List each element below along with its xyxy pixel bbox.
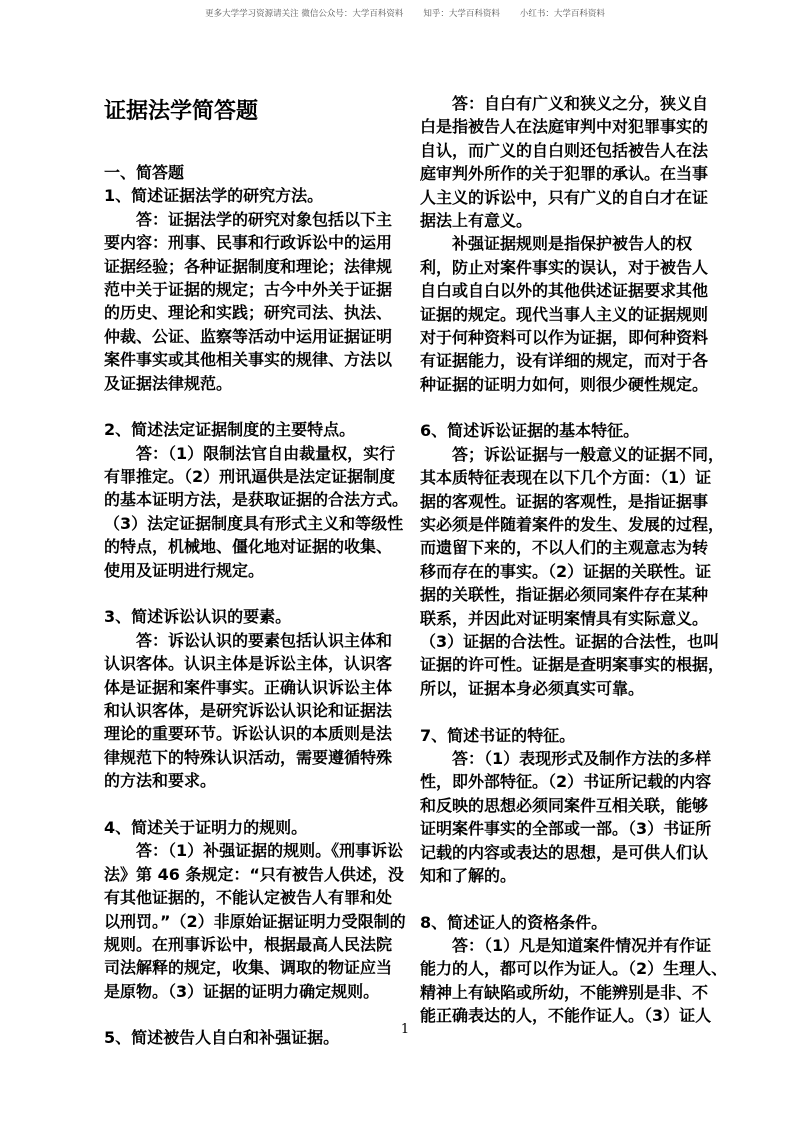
question-heading: 3、简述诉讼认识的要素。 xyxy=(104,607,292,627)
answer-line: 答：（1）表现形式及制作方法的多样 xyxy=(452,748,712,768)
answer-line: 和认识客体，是研究诉讼认识论和证据法 xyxy=(104,700,393,720)
answer-line: （3）证据的合法性。证据的合法性，也叫 xyxy=(420,631,720,651)
answer-line: 人主义的诉讼中，只有广义的自白才在证 xyxy=(420,187,709,207)
question-heading: 7、简述书证的特征。 xyxy=(420,725,576,745)
answer-paragraph xyxy=(104,442,409,582)
answer-line: 联系，并因此对证明案情具有实际意义。 xyxy=(420,608,709,628)
answer-line: 是原物。（3）证据的证明力确定规则。 xyxy=(104,981,380,1001)
answer-line: 有其他证据的，不能认定被告人有罪和处 xyxy=(104,888,393,908)
answer-line: 实必须是伴随着案件的发生、发展的过程， xyxy=(420,515,725,535)
answer-line: 记载的内容或表达的思想，是可供人们认 xyxy=(420,842,709,862)
answer-line: 补强证据规则是指保护被告人的权 xyxy=(452,234,693,254)
spacer xyxy=(104,793,404,816)
answer-paragraph xyxy=(420,934,728,1028)
answer-line: 而遗留下来的，不以人们的主观意志为转 xyxy=(420,538,709,558)
answer-paragraph xyxy=(420,92,720,232)
answer-paragraph xyxy=(420,443,725,700)
spacer xyxy=(420,700,720,723)
answer-line: 的方法和要求。 xyxy=(104,771,217,791)
answer-line: 利，防止对案件事实的误认，对于被告人 xyxy=(420,257,709,277)
answer-line: 以刑罚。”（2）非原始证据证明力受限制的 xyxy=(104,911,406,931)
answer-line: 能力的人，都可以作为证人。（2）生理人、 xyxy=(420,959,728,979)
right-column xyxy=(420,92,728,1028)
answer-line: 答：（1）补强证据的规则。《刑事诉讼 xyxy=(136,841,404,861)
answer-line: 种证据的证明力如何，则很少硬性规定。 xyxy=(420,374,709,394)
answer-line: 证据经验；各种证据制度和理论；法律规 xyxy=(104,256,393,276)
answer-line: 有证据能力，设有详细的规定，而对于各 xyxy=(420,351,709,371)
answer-line: 据法上有意义。 xyxy=(420,210,533,230)
answer-line: 范中关于证据的规定；古今中外关于证据 xyxy=(104,279,393,299)
answer-line: 能正确表达的人，不能作证人。（3）证人 xyxy=(420,1006,712,1026)
spacer xyxy=(420,887,720,910)
question-heading: 8、简述证人的资格条件。 xyxy=(420,912,608,932)
answer-line: 所以，证据本身必须真实可靠。 xyxy=(420,678,645,698)
answer-line: 理论的重要环节。诉讼认识的本质则是法 xyxy=(104,724,393,744)
answer-line: 庭审判外所作的关于犯罪的承认。在当事 xyxy=(420,164,709,184)
answer-line: 规则。在刑事诉讼中，根据最高人民法院 xyxy=(104,934,393,954)
answer-line: 其本质特征表现在以下几个方面：（1）证 xyxy=(420,468,712,488)
answer-line: 答：自白有广义和狭义之分，狭义自 xyxy=(452,94,709,113)
answer-line: 的特点，机械地、僵化地对证据的收集、 xyxy=(104,537,393,557)
spacer xyxy=(104,395,404,418)
answer-line: 律规范下的特殊认识活动，需要遵循特殊 xyxy=(104,747,393,767)
answer-line: 证据的规定。现代当事人主义的证据规则 xyxy=(420,304,709,324)
answer-line: 司法解释的规定，收集、调取的物证应当 xyxy=(104,958,393,978)
answer-paragraph xyxy=(104,208,404,395)
answer-line: 认识客体。认识主体是诉讼主体，认识客 xyxy=(104,654,393,674)
question-heading: 6、简述诉讼证据的基本特征。 xyxy=(420,421,640,441)
answer-line: 自白或自白以外的其他供述证据要求其他 xyxy=(420,281,709,301)
header-zhihu: 知乎：大学百科资料 xyxy=(423,9,500,19)
left-column xyxy=(104,161,409,1050)
answer-line: 的基本证明方法，是获取证据的合法方式。 xyxy=(104,490,409,510)
answer-line: 答：证据法学的研究对象包括以下主 xyxy=(136,209,393,229)
header-wechat: 更多大学学习资源请关注 微信公众号：大学百科资料 xyxy=(205,9,404,19)
answer-line: （3）法定证据制度具有形式主义和等级性 xyxy=(104,513,404,533)
answer-line: 及证据法律规范。 xyxy=(104,373,233,393)
answer-line: 据的客观性。证据的客观性，是指证据事 xyxy=(420,491,709,511)
answer-line: 性，即外部特征。（2）书证所记载的内容 xyxy=(420,772,712,792)
section-heading: 一、简答题 xyxy=(104,163,185,182)
answer-line: 移而存在的事实。（2）证据的关联性。证 xyxy=(420,561,712,581)
answer-line: 要内容：刑事、民事和行政诉讼中的运用 xyxy=(104,233,393,253)
answer-line: 自认，而广义的自白则还包括被告人在法 xyxy=(420,140,709,160)
question-heading: 1、简述证据法学的研究方法。 xyxy=(104,186,324,206)
answer-line: 案件事实或其他相关事实的规律、方法以 xyxy=(104,350,393,370)
answer-line: 体是证据和案件事实。正确认识诉讼主体 xyxy=(104,677,393,697)
spacer xyxy=(420,396,720,419)
answer-line: 证据的许可性。证据是查明案事实的根据， xyxy=(420,655,725,675)
answer-line: 法》第 46 条规定：“只有被告人供述，没 xyxy=(104,864,404,884)
answer-line: 知和了解的。 xyxy=(420,865,517,885)
answer-line: 答：（1）凡是知道案件情况并有作证 xyxy=(452,936,712,956)
answer-line: 据的关联性，指证据必须同案件存在某种 xyxy=(420,585,709,605)
answer-line: 白是指被告人在法庭审判中对犯罪事实的 xyxy=(420,117,709,137)
question-heading: 5、简述被告人自白和补强证据。 xyxy=(104,1028,340,1048)
answer-paragraph xyxy=(104,629,404,793)
page-header xyxy=(0,7,810,19)
document-title: 证据法学简答题 xyxy=(104,99,259,124)
answer-line: 证明案件事实的全部或一部。（3）书证所 xyxy=(420,819,712,839)
answer-line: 有罪推定。（2）刑讯逼供是法定证据制度 xyxy=(104,467,396,487)
answer-line: 仲裁、公证、监察等活动中运用证据证明 xyxy=(104,326,393,346)
answer-line: 和反映的思想必须同案件互相关联，能够 xyxy=(420,795,709,815)
answer-line: 使用及证明进行规定。 xyxy=(104,560,265,580)
spacer xyxy=(104,582,404,605)
answer-line: 的历史、理论和实践；研究司法、执法、 xyxy=(104,303,393,323)
answer-line: 答；诉讼证据与一般意义的证据不同， xyxy=(452,444,725,464)
question-heading: 2、简述法定证据制度的主要特点。 xyxy=(104,420,356,440)
answer-line: 精神上有缺陷或所幼，不能辨别是非、不 xyxy=(420,982,709,1002)
answer-line: 对于何种资料可以作为证据，即何种资料 xyxy=(420,327,709,347)
page-number: 1 xyxy=(400,1022,410,1037)
answer-line: 答：（1）限制法官自由裁量权，实行 xyxy=(136,443,396,463)
answer-paragraph xyxy=(420,747,720,887)
answer-paragraph xyxy=(104,839,404,1003)
question-heading: 4、简述关于证明力的规则。 xyxy=(104,817,308,837)
answer-line: 答：诉讼认识的要素包括认识主体和 xyxy=(136,630,393,650)
answer-paragraph xyxy=(420,232,720,396)
header-xiaohongshu: 小红书：大学百科资料 xyxy=(519,9,605,19)
